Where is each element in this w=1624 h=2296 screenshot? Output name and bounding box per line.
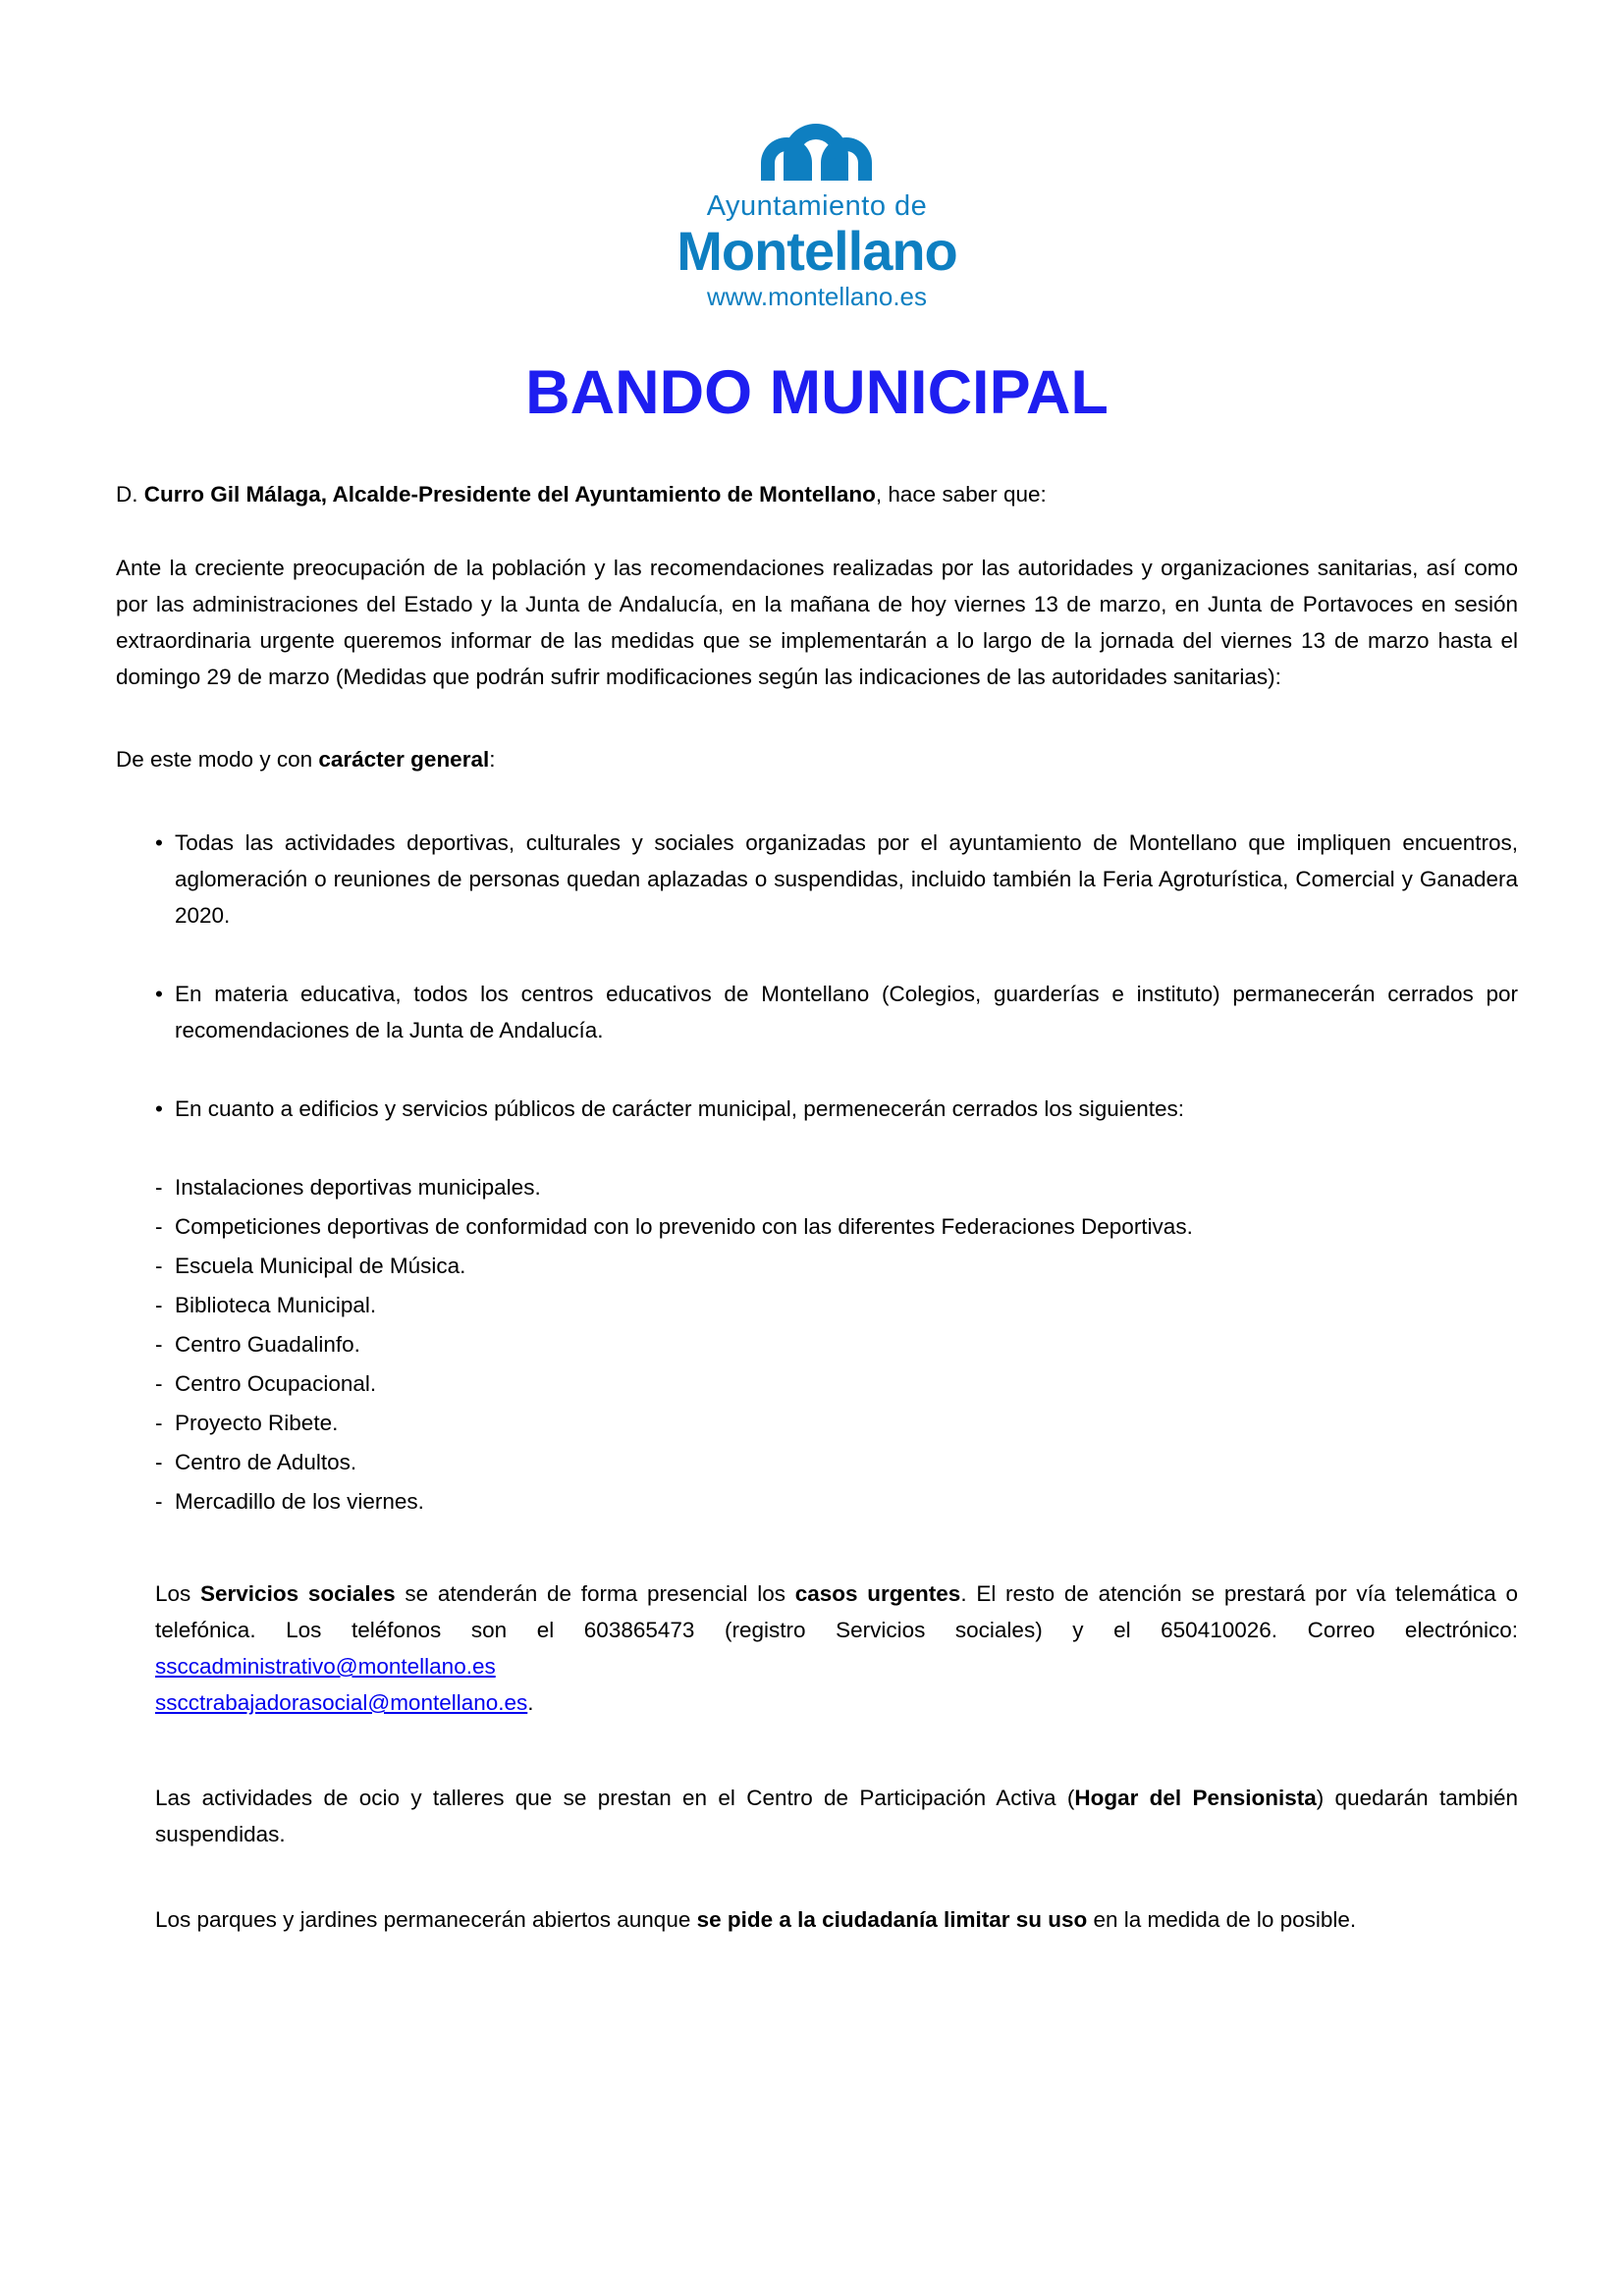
list-item-text: En cuanto a edificios y servicios públicos de carácter municipal, permenecerán cerrados los siguientes:: [175, 1096, 1185, 1121]
intro-line: [116, 476, 1518, 512]
list-item: [155, 976, 1518, 1048]
closed-facilities-list: [116, 1168, 1518, 1522]
text-run: , hace saber que:: [875, 482, 1047, 507]
text-run: ) quedarán también suspendidas.: [155, 1786, 1518, 1846]
list-item: [155, 1207, 1518, 1247]
dash-icon: -: [155, 1293, 163, 1317]
list-item-text: Proyecto Ribete.: [175, 1411, 339, 1435]
list-item-text: Instalaciones deportivas municipales.: [175, 1175, 541, 1200]
social-services-bold: Servicios sociales: [200, 1581, 396, 1606]
list-item-text: Centro Guadalinfo.: [175, 1332, 360, 1357]
paragraph-general-character: [116, 741, 1518, 777]
list-item: [155, 1168, 1518, 1207]
bullet-icon: •: [155, 830, 163, 855]
list-item: [155, 1247, 1518, 1286]
list-item-text: Centro de Adultos.: [175, 1450, 357, 1474]
list-item-text: Mercadillo de los viernes.: [175, 1489, 424, 1514]
list-item: [155, 1443, 1518, 1482]
list-item: [155, 1404, 1518, 1443]
list-item-text: Competiciones deportivas de conformidad con lo prevenido con las diferentes Federaciones Deportivas.: [175, 1214, 1193, 1239]
list-item: [155, 1325, 1518, 1364]
list-item-text: Escuela Municipal de Música.: [175, 1254, 466, 1278]
list-item: [155, 1286, 1518, 1325]
list-item: [155, 1364, 1518, 1404]
pensioner-home-bold: Hogar del Pensionista: [1074, 1786, 1317, 1810]
list-item-text: Centro Ocupacional.: [175, 1371, 377, 1396]
logo: [116, 124, 1518, 311]
dash-icon: -: [155, 1371, 163, 1396]
paragraph-parks: [116, 1901, 1518, 1938]
text-run: .: [527, 1690, 534, 1715]
general-measures-list: [116, 825, 1518, 1127]
text-run: en la medida de lo posible.: [1087, 1907, 1357, 1932]
page-title: BANDO MUNICIPAL: [525, 358, 1109, 427]
dash-icon: -: [155, 1450, 163, 1474]
logo-name: Montellano: [677, 220, 957, 282]
text-run: :: [489, 747, 496, 772]
text-run: Los parques y jardines permanecerán abiertos aunque: [155, 1907, 697, 1932]
logo-subtitle: Ayuntamiento de: [706, 190, 928, 222]
list-item: [155, 1091, 1518, 1127]
dash-icon: -: [155, 1411, 163, 1435]
paragraph-measures: Ante la creciente preocupación de la población y las recomendaciones realizadas por las autoridades y organizaciones sanitarias, así como por las administraciones del Estado y la Junta de Andalucía, en la mañana de hoy viernes 13 de marzo, en Junta de Portavoces en sesión extraordinaria urgente queremos informar de las medidas que se implementarán a lo largo de la jornada del viernes 13 de marzo hasta el domingo 29 de marzo (Medidas que podrán sufrir modificaciones según las indicaciones de las autoridades sanitarias):: [116, 556, 1518, 689]
list-item-text: Todas las actividades deportivas, culturales y sociales organizadas por el ayuntamiento de Montellano que impliquen encuentros, aglomeración o reuniones de personas quedan aplazadas o suspendidas, incluido también la Feria Agroturística, Comercial y Ganadera 2020.: [175, 830, 1518, 928]
list-item: [155, 825, 1518, 934]
general-character-bold: carácter general: [318, 747, 490, 772]
dash-icon: -: [155, 1254, 163, 1278]
mayor-name-bold: Curro Gil Málaga, Alcalde-Presidente del Ayuntamiento de Montellano: [143, 482, 876, 507]
list-item-text: Biblioteca Municipal.: [175, 1293, 377, 1317]
email-link-trabajadora-social[interactable]: sscctrabajadorasocial@montellano.es: [155, 1690, 528, 1715]
dash-icon: -: [155, 1332, 163, 1357]
dash-icon: -: [155, 1214, 163, 1239]
list-item-text: En materia educativa, todos los centros educativos de Montellano (Colegios, guarderías e instituto) permanecerán cerrados por recomendaciones de la Junta de Andalucía.: [175, 982, 1518, 1042]
bullet-icon: •: [155, 1096, 163, 1121]
paragraph-pensioner-center: [116, 1780, 1518, 1852]
text-run: De este modo y con: [116, 747, 319, 772]
paragraph-social-services: [116, 1575, 1518, 1721]
bullet-icon: •: [155, 982, 163, 1006]
dash-icon: -: [155, 1175, 163, 1200]
text-run: D.: [116, 482, 144, 507]
email-link-administrativo[interactable]: ssccadministrativo@montellano.es: [155, 1654, 496, 1679]
text-run: . El resto de atención se prestará por vía telemática o telefónica. Los teléfonos son el 603865473 (registro Servicios sociales) y el 650410026. Correo electrónico:: [155, 1581, 1518, 1642]
dash-icon: -: [155, 1489, 163, 1514]
text-run: Los: [155, 1581, 201, 1606]
text-run: se atenderán de forma presencial los: [395, 1581, 795, 1606]
montellano-arches-icon: [759, 124, 875, 181]
list-item: [155, 1482, 1518, 1522]
logo-website: www.montellano.es: [707, 282, 927, 311]
text-run: Las actividades de ocio y talleres que se prestan en el Centro de Participación Activa (: [155, 1786, 1075, 1810]
limit-use-bold: se pide a la ciudadanía limitar su uso: [696, 1907, 1088, 1932]
urgent-cases-bold: casos urgentes: [794, 1581, 961, 1606]
